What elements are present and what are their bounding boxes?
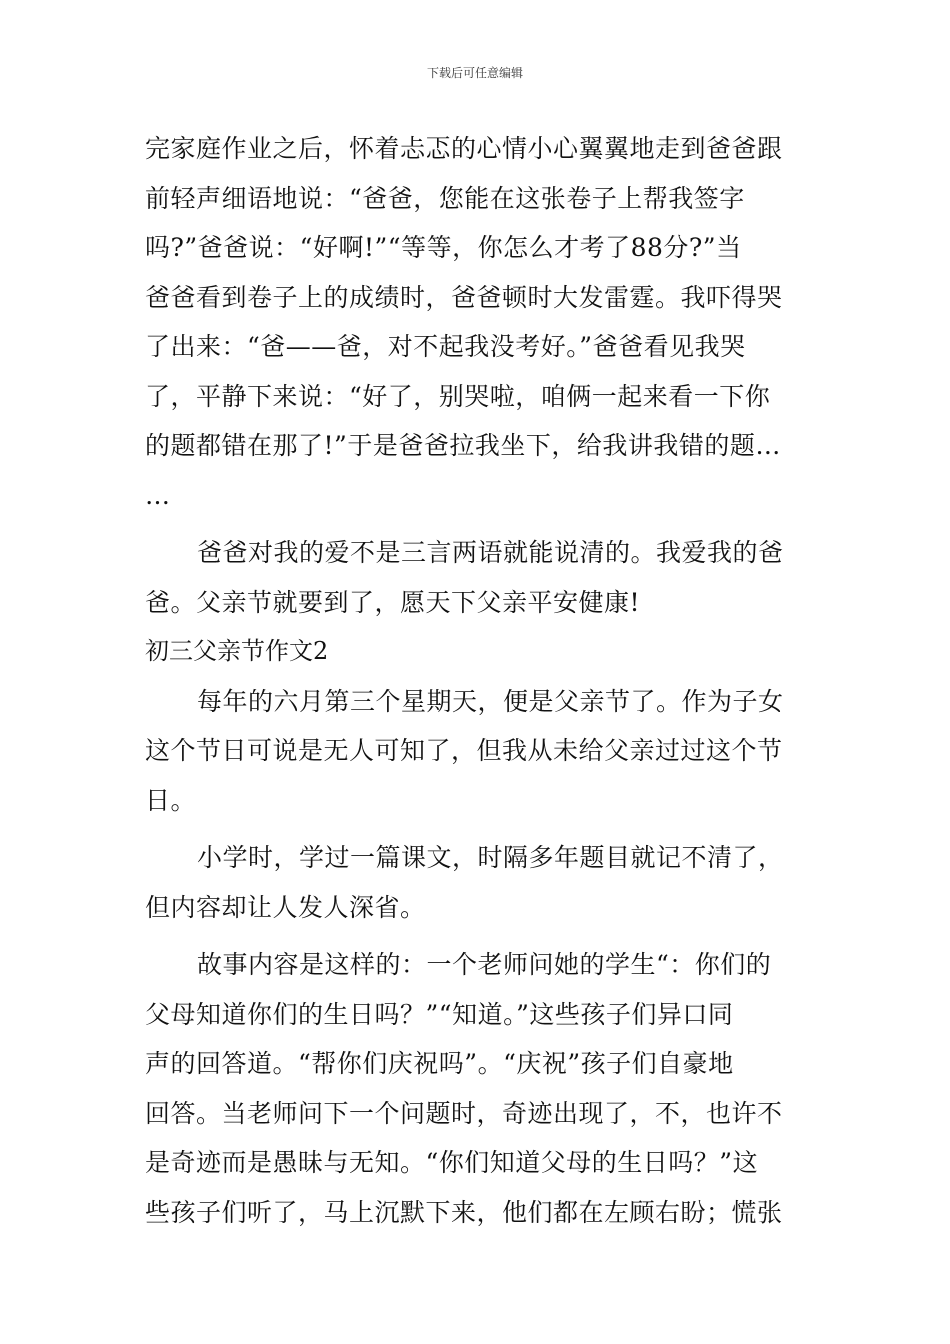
text-line: 声的回答道。“帮你们庆祝吗”。“庆祝”孩子们自豪地 bbox=[145, 1049, 734, 1078]
text-line: 前轻声细语地说：“爸爸，您能在这张卷子上帮我签字 bbox=[145, 183, 745, 213]
paragraph bbox=[145, 833, 809, 932]
text-line: 日。 bbox=[145, 785, 197, 815]
text-line: 这个节日可说是无人可知了，但我从未给父亲过过这个节 bbox=[145, 736, 783, 765]
text-line: 了，平静下来说：“好了，别哭啦，咱俩一起来看一下你 bbox=[145, 381, 771, 411]
text-line: 爸爸对我的爱不是三言两语就能说清的。我爱我的爸 bbox=[197, 538, 784, 567]
text-line: 故事内容是这样的：一个老师问她的学生“：你们的 bbox=[197, 950, 772, 979]
document-body bbox=[145, 124, 809, 1237]
paragraph bbox=[145, 124, 809, 520]
text-line: 了出来：“爸——爸，对不起我没考好。”爸爸看见我哭 bbox=[145, 332, 746, 361]
text-line: 些孩子们听了，马上沉默下来，他们都在左顾右盼；慌张 bbox=[145, 1197, 783, 1227]
section-heading: 初三父亲节作文2 bbox=[145, 637, 329, 665]
text-line: 爸爸看到卷子上的成绩时，爸爸顿时大发雷霆。我吓得哭 bbox=[145, 282, 783, 312]
text-line: 的题都错在那了!”于是爸爸拉我坐下，给我讲我错的题… bbox=[145, 431, 781, 460]
text-line: 回答。当老师问下一个问题时，奇迹出现了，不，也许不 bbox=[145, 1098, 783, 1128]
paragraph bbox=[145, 677, 809, 826]
text-line: 但内容却让人发人深省。 bbox=[145, 892, 426, 922]
page-header: 下载后可任意编辑 bbox=[426, 66, 523, 80]
text-line: … bbox=[145, 480, 171, 510]
text-line: 爸。父亲节就要到了，愿天下父亲平安健康! bbox=[145, 587, 641, 617]
text-line: 完家庭作业之后，怀着忐忑的心情小心翼翼地走到爸爸跟 bbox=[145, 134, 783, 163]
text-line: 小学时，学过一篇课文，时隔多年题目就记不清了， bbox=[197, 843, 784, 872]
text-line: 是奇迹而是愚昧与无知。“你们知道父母的生日吗？”这 bbox=[145, 1148, 759, 1177]
paragraph bbox=[145, 940, 809, 1237]
paragraph bbox=[145, 528, 809, 627]
text-line: 父母知道你们的生日吗？”“知道。”这些孩子们异口同 bbox=[145, 999, 734, 1029]
text-line: 每年的六月第三个星期天，便是父亲节了。作为子女 bbox=[197, 686, 784, 716]
text-line: 吗?”爸爸说：“好啊!”“等等，你怎么才考了88分?”当 bbox=[145, 233, 742, 262]
